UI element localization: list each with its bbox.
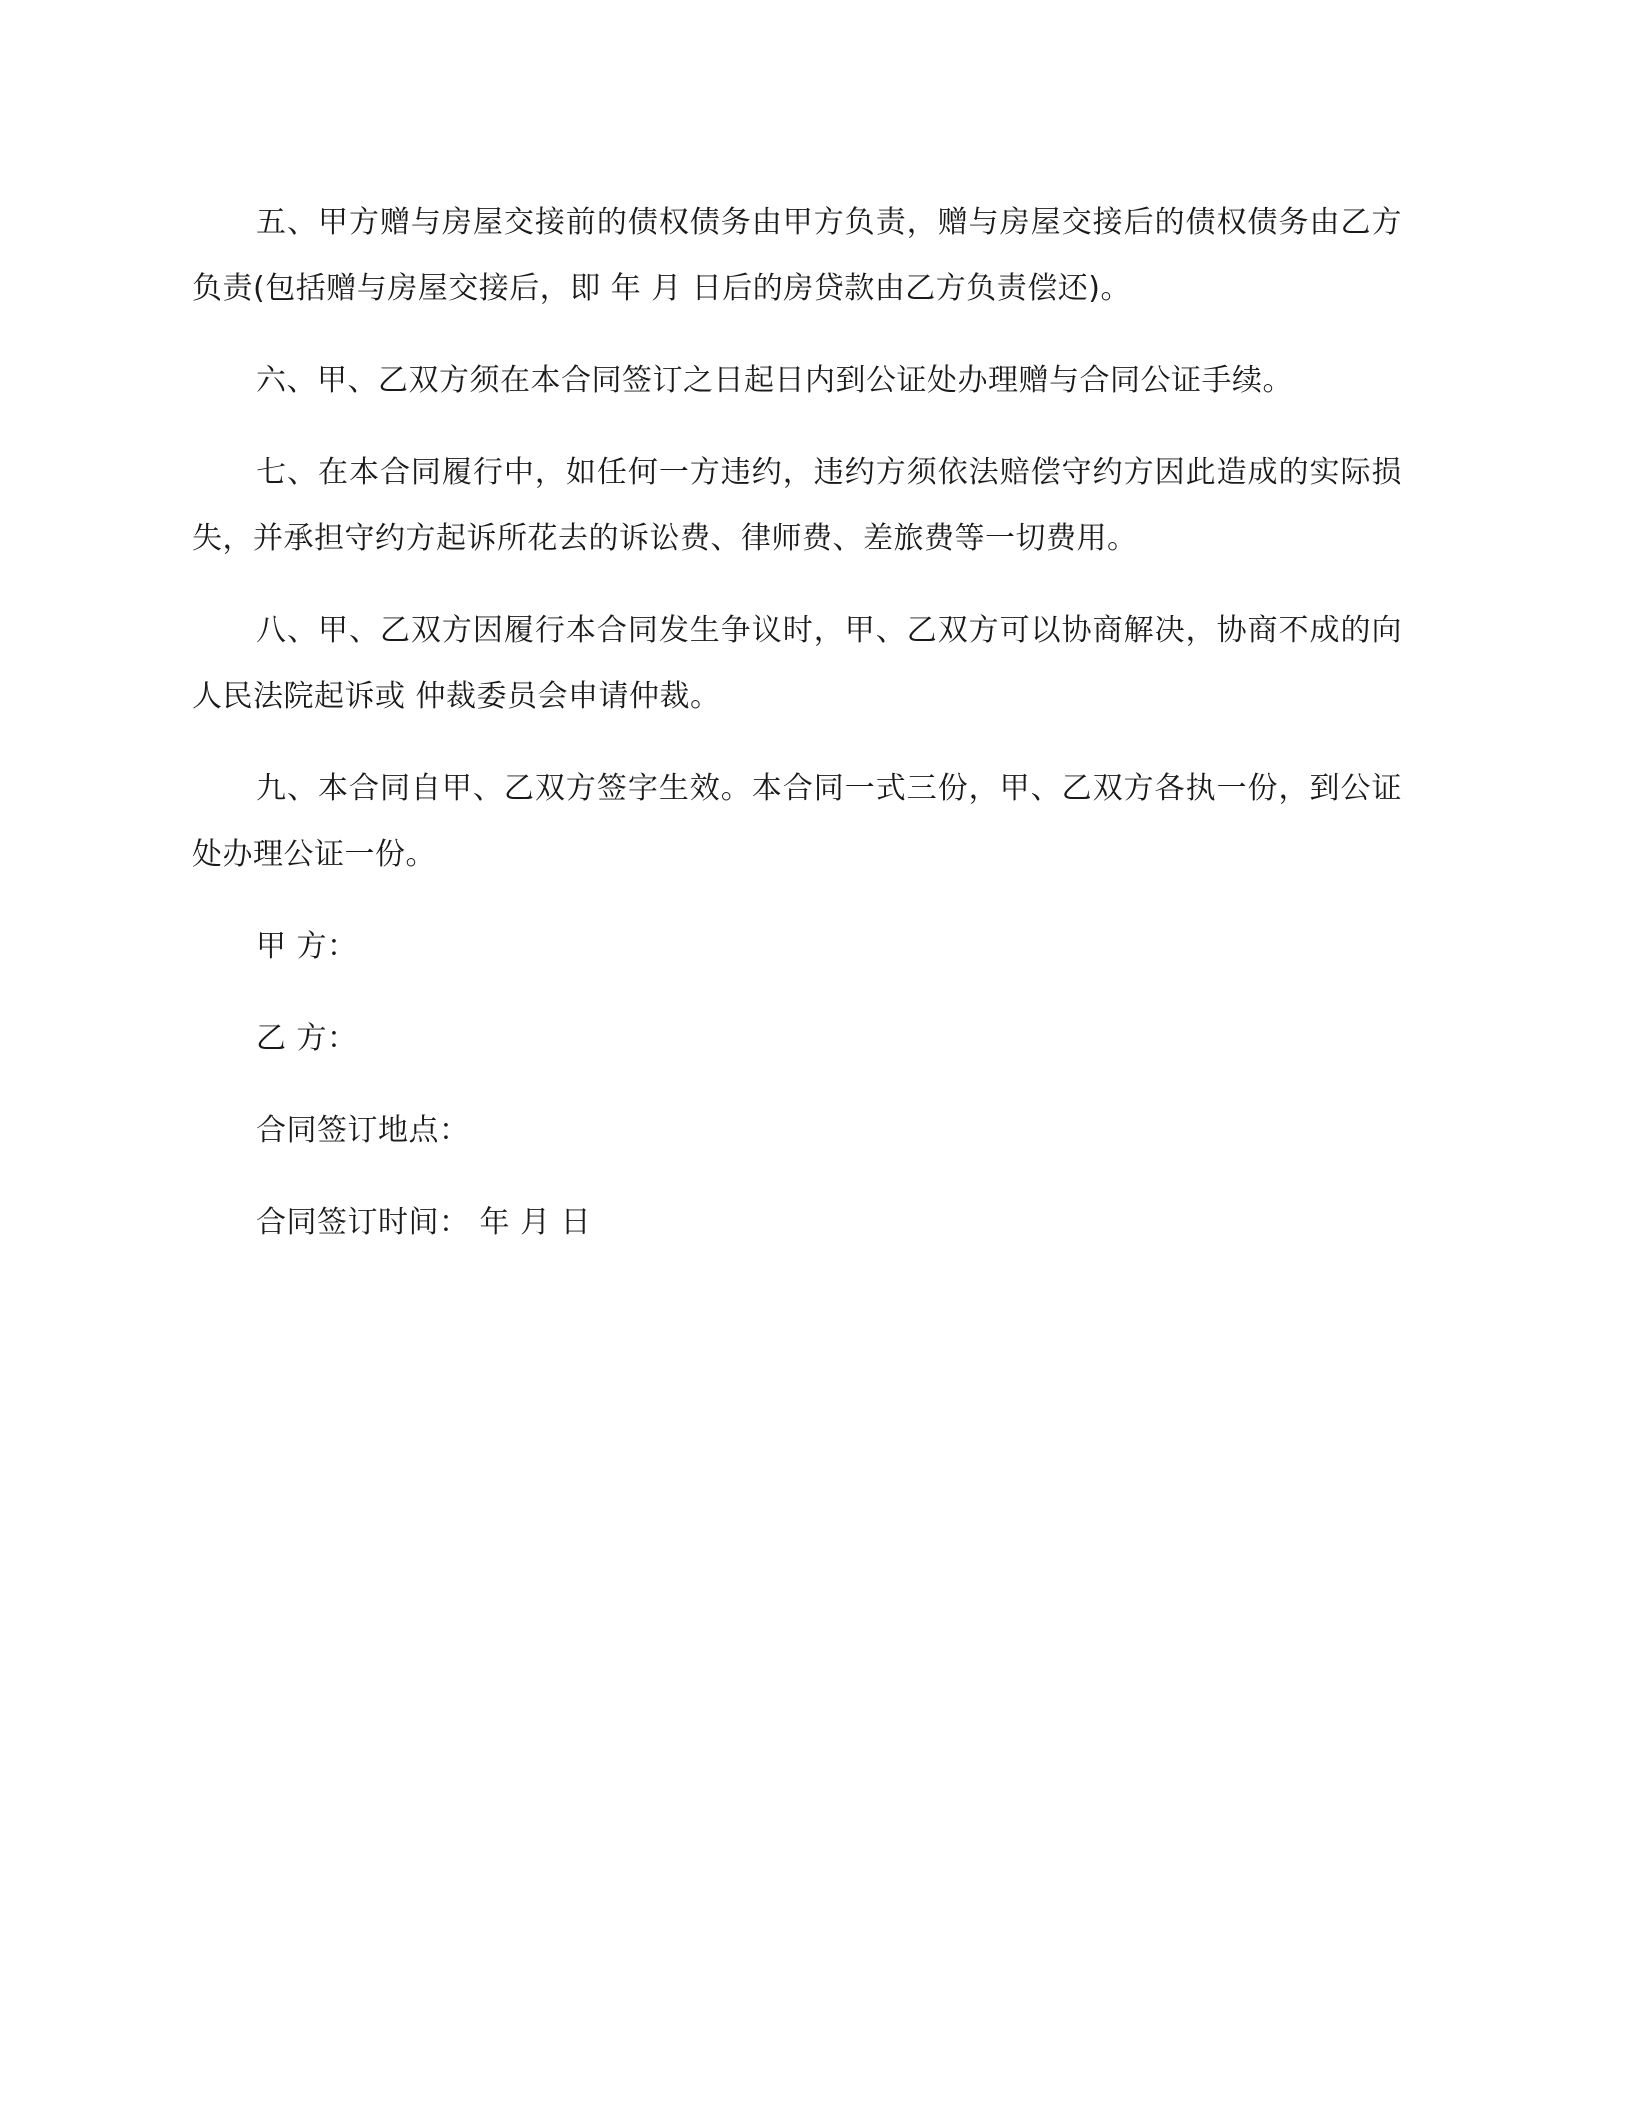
clause-eight: 八、甲、乙双方因履行本合同发生争议时，甲、乙双方可以协商解决，协商不成的向 人民法院起诉或 仲裁委员会申请仲裁。: [192, 613, 1402, 714]
clause-nine: 九、本合同自甲、乙双方签字生效。本合同一式三份，甲、乙双方各执一份，到公证处办理公证一份。: [192, 771, 1402, 872]
signing-time-line: 合同签订时间： 年 月 日: [256, 1205, 592, 1240]
clause-five: 五、甲方赠与房屋交接前的债权债务由甲方负责，赠与房屋交接后的债权债务由乙方负责(包括赠与房屋交接后，即 年 月 日后的房贷款由乙方负责偿还)。: [192, 205, 1402, 306]
party-b-signature-line: 乙 方：: [256, 1021, 358, 1056]
clause-seven: 七、在本合同履行中，如任何一方违约，违约方须依法赔偿守约方因此造成的实际损失，并承担守约方起诉所花去的诉讼费、律师费、差旅费等一切费用。: [192, 455, 1402, 556]
party-a-signature-line: 甲 方：: [256, 929, 358, 964]
contract-body: [192, 190, 1402, 1282]
clause-six: 六、甲、乙双方须在本合同签订之日起日内到公证处办理赠与合同公证手续。: [256, 363, 1293, 398]
signing-place-line: 合同签订地点：: [256, 1113, 470, 1148]
